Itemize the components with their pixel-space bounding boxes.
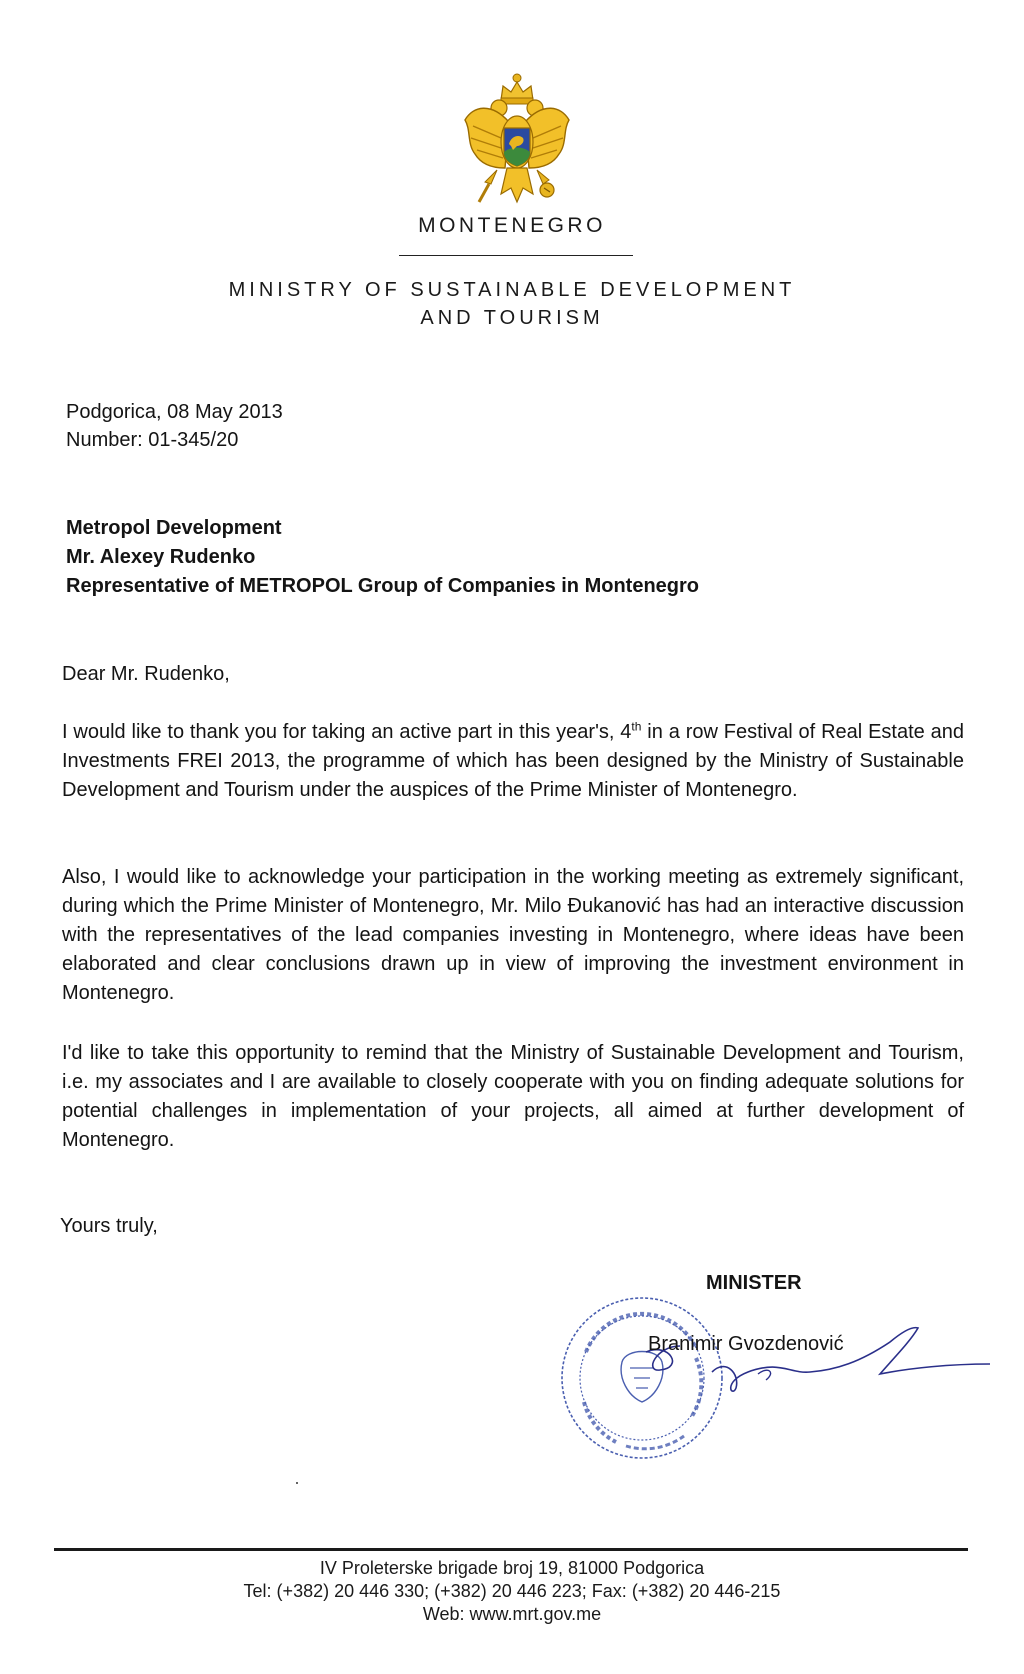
country-heading: MONTENEGRO: [418, 214, 606, 237]
signatory-name: Branimir Gvozdenović: [648, 1333, 844, 1355]
footer-divider: [54, 1548, 968, 1551]
salutation: Dear Mr. Rudenko,: [62, 663, 230, 685]
paragraph-1-start: I would like to thank you for taking an active part in this year's, 4: [62, 721, 632, 743]
footer: [0, 1557, 1024, 1626]
reference-number: Number: 01-345/20: [66, 429, 239, 451]
paragraph-2: Also, I would like to acknowledge your participation in the working meeting as extremely significant, during which the Prime Minister of Montenegro, Mr. Milo Đukanović has had an interactive discussion with the representatives of the lead companies investing in Montenegro, where ideas have been elaborated and clear conclusions drawn up in view of improving the investment environment in Montenegro.: [62, 866, 964, 1004]
signatory-role: MINISTER: [706, 1272, 802, 1294]
addressee-title: Representative of METROPOL Group of Companies in Montenegro: [66, 575, 700, 597]
footer-phones: Tel: (+382) 20 446 330; (+382) 20 446 223; Fax: (+382) 20 446-215: [243, 1581, 781, 1601]
date-line: Podgorica, 08 May 2013: [66, 401, 283, 423]
coat-of-arms-emblem: [461, 72, 573, 214]
addressee-block: [66, 514, 699, 601]
footer-address: IV Proleterske brigade broj 19, 81000 Podgorica: [319, 1558, 705, 1578]
paragraph-1: [62, 718, 964, 805]
letter-meta: [66, 398, 283, 454]
paragraph-1-rest: in a row Festival of Real Estate and Investments FREI 2013, the programme of which has been designed by the Ministry of Sustainable Development and Tourism under the auspices of the Prime Minister of Montenegro.: [62, 721, 964, 801]
handwritten-signature: [640, 1312, 992, 1402]
stray-mark: [296, 1482, 298, 1484]
ministry-line-2: AND TOURISM: [420, 307, 604, 329]
footer-web: Web: www.mrt.gov.me: [422, 1604, 602, 1624]
heading-divider: [399, 255, 633, 256]
addressee-name: Mr. Alexey Rudenko: [66, 546, 256, 568]
ministry-heading: [0, 276, 1024, 332]
ordinal-suffix: th: [631, 719, 642, 734]
paragraph-3: I'd like to take this opportunity to remind that the Ministry of Sustainable Development and Tourism, i.e. my associates and I are available to closely cooperate with you on finding adequate solutions for potential challenges in implementation of your projects, all aimed at further development of Montenegro.: [62, 1042, 964, 1151]
ministry-line-1: MINISTRY OF SUSTAINABLE DEVELOPMENT: [228, 279, 796, 301]
closing: Yours truly,: [60, 1215, 158, 1237]
addressee-company: Metropol Development: [66, 517, 282, 539]
